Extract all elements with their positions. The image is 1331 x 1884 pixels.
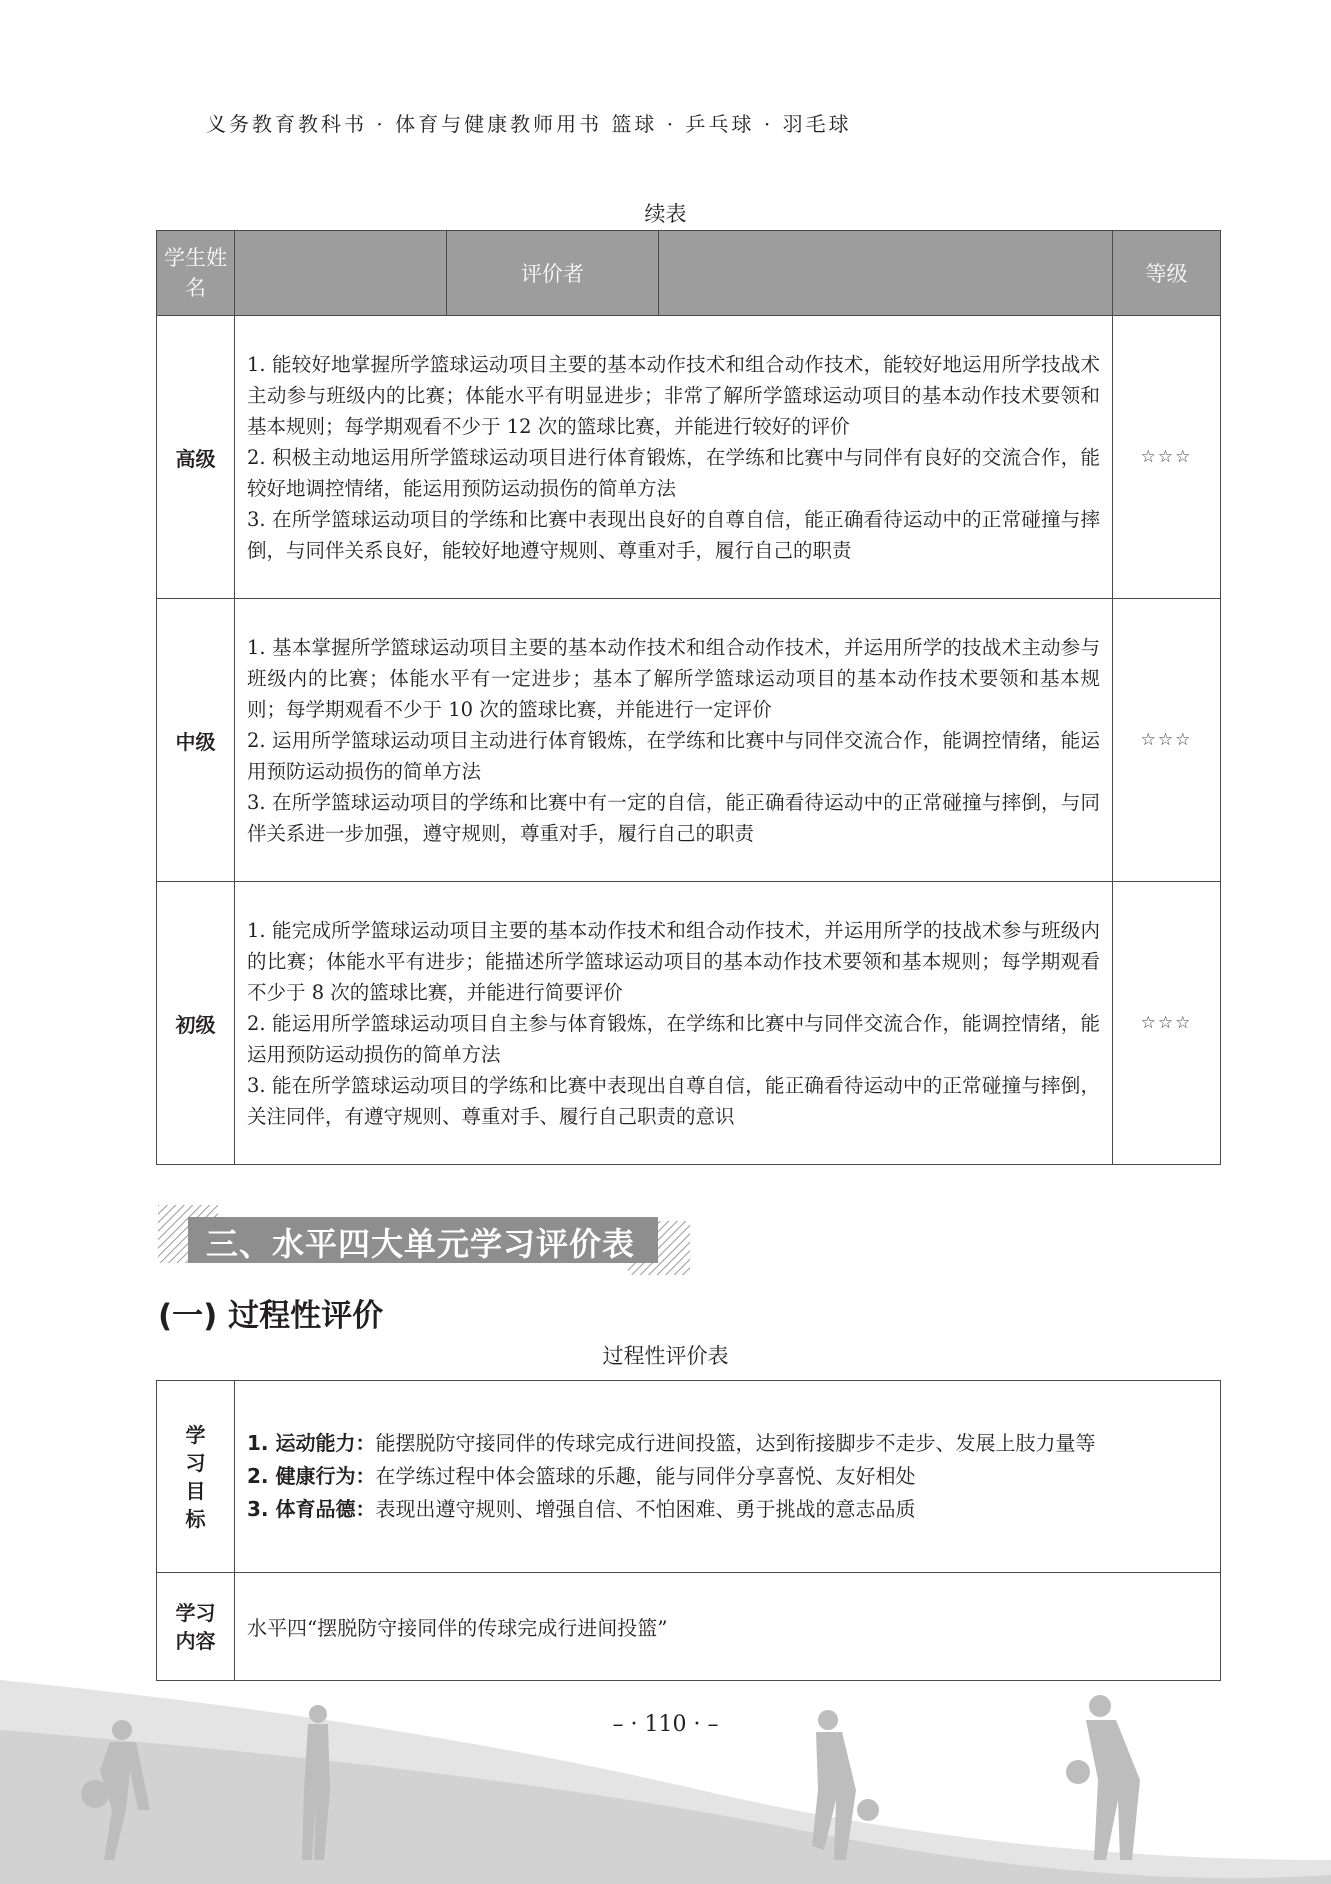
criteria-item: 3. 能在所学篮球运动项目的学练和比赛中表现出自尊自信，能正确看待运动中的正常碰撞与摔倒，关注同伴，有遵守规则、尊重对手、履行自己职责的意识 [247, 1073, 1100, 1128]
criteria-item: 3. 在所学篮球运动项目的学练和比赛中表现出良好的自尊自信，能正确看待运动中的正常碰撞与摔倒，与同伴关系良好，能较好地遵守规则、尊重对手，履行自己的职责 [247, 507, 1100, 562]
evaluation-table-continued [156, 230, 1221, 1165]
banner-title: 三、水平四大单元学习评价表 [206, 1225, 636, 1263]
goal-label: 3. 体育品德： [247, 1497, 376, 1521]
level-criteria [235, 316, 1113, 599]
process-evaluation-table [156, 1380, 1221, 1681]
section-title: (一) 过程性评价 [158, 1298, 384, 1334]
criteria-item: 2. 能运用所学篮球运动项目自主参与体育锻炼，在学练和比赛中与同伴交流合作，能调控情绪，能运用预防运动损伤的简单方法 [247, 1011, 1100, 1066]
learning-content: 水平四“摆脱防守接同伴的传球完成行进间投篮” [235, 1573, 1221, 1681]
level-label: 高级 [157, 316, 235, 599]
running-head: 义务教育教科书 · 体育与健康教师用书 篮球 · 乒乓球 · 羽毛球 [206, 112, 852, 136]
level-label: 初级 [157, 882, 235, 1165]
goals-label-text: 学习目标 [185, 1422, 206, 1531]
goal-label: 1. 运动能力： [247, 1431, 376, 1455]
goal-item [247, 1460, 1208, 1493]
star-rating: ☆☆☆ [1113, 599, 1221, 882]
level-label: 中级 [157, 599, 235, 882]
level-criteria [235, 882, 1113, 1165]
goal-item [247, 1427, 1208, 1460]
criteria-item: 1. 能完成所学篮球运动项目主要的基本动作技术和组合动作技术，并运用所学的技战术参与班级内的比赛；体能水平有进步；能描述所学篮球运动项目的基本动作技术要领和基本规则；每学期观看不少于 8 次的篮球比赛，并能进行简要评价 [247, 918, 1100, 1004]
header-blank-cell [659, 231, 1113, 316]
goals-label [157, 1381, 235, 1573]
table-row [157, 599, 1221, 882]
level-criteria [235, 599, 1113, 882]
goal-text: 表现出遵守规则、增强自信、不怕困难、勇于挑战的意志品质 [375, 1497, 916, 1521]
table-row [157, 316, 1221, 599]
goal-text: 能摆脱防守接同伴的传球完成行进间投篮，达到衔接脚步不走步、发展上肢力量等 [375, 1431, 1096, 1455]
basketball-footer-decoration-icon [0, 1660, 1331, 1884]
goal-label: 2. 健康行为： [247, 1464, 376, 1488]
criteria-item: 1. 基本掌握所学篮球运动项目主要的基本动作技术和组合动作技术，并运用所学的技战术主动参与班级内的比赛；体能水平有一定进步；基本了解所学篮球运动项目的基本动作技术要领和基本规则；每学期观看不少于 10 次的篮球比赛，并能进行一定评价 [247, 635, 1100, 721]
goal-text: 在学练过程中体会篮球的乐趣，能与同伴分享喜悦、友好相处 [375, 1464, 916, 1488]
header-student-name: 学生姓名 [157, 231, 235, 316]
table-row [157, 882, 1221, 1165]
content-label-text: 学习内容 [175, 1600, 216, 1653]
header-blank-cell [235, 231, 447, 316]
section-banner [158, 1205, 690, 1275]
criteria-item: 2. 积极主动地运用所学篮球运动项目进行体育锻炼，在学练和比赛中与同伴有良好的交流合作，能较好地调控情绪，能运用预防运动损伤的简单方法 [247, 445, 1100, 500]
header-assessor: 评价者 [447, 231, 659, 316]
page-number: – · 110 · – [612, 1712, 719, 1737]
table-caption: 过程性评价表 [602, 1344, 729, 1368]
table-header-row [157, 231, 1221, 316]
goal-item [247, 1493, 1208, 1526]
criteria-item: 2. 运用所学篮球运动项目主动进行体育锻炼，在学练和比赛中与同伴交流合作，能调控情绪，能运用预防运动损伤的简单方法 [247, 728, 1100, 783]
star-rating: ☆☆☆ [1113, 316, 1221, 599]
criteria-item: 1. 能较好地掌握所学篮球运动项目主要的基本动作技术和组合动作技术，能较好地运用所学技战术主动参与班级内的比赛；体能水平有明显进步；非常了解所学篮球运动项目的基本动作技术要领和基本规则；每学期观看不少于 12 次的篮球比赛，并能进行较好的评价 [247, 352, 1100, 438]
header-grade: 等级 [1113, 231, 1221, 316]
table-row [157, 1381, 1221, 1573]
star-rating: ☆☆☆ [1113, 882, 1221, 1165]
criteria-item: 3. 在所学篮球运动项目的学练和比赛中有一定的自信，能正确看待运动中的正常碰撞与摔倒，与同伴关系进一步加强，遵守规则，尊重对手，履行自己的职责 [247, 790, 1100, 845]
learning-goals [235, 1381, 1221, 1573]
table-caption-continued: 续表 [644, 202, 687, 226]
